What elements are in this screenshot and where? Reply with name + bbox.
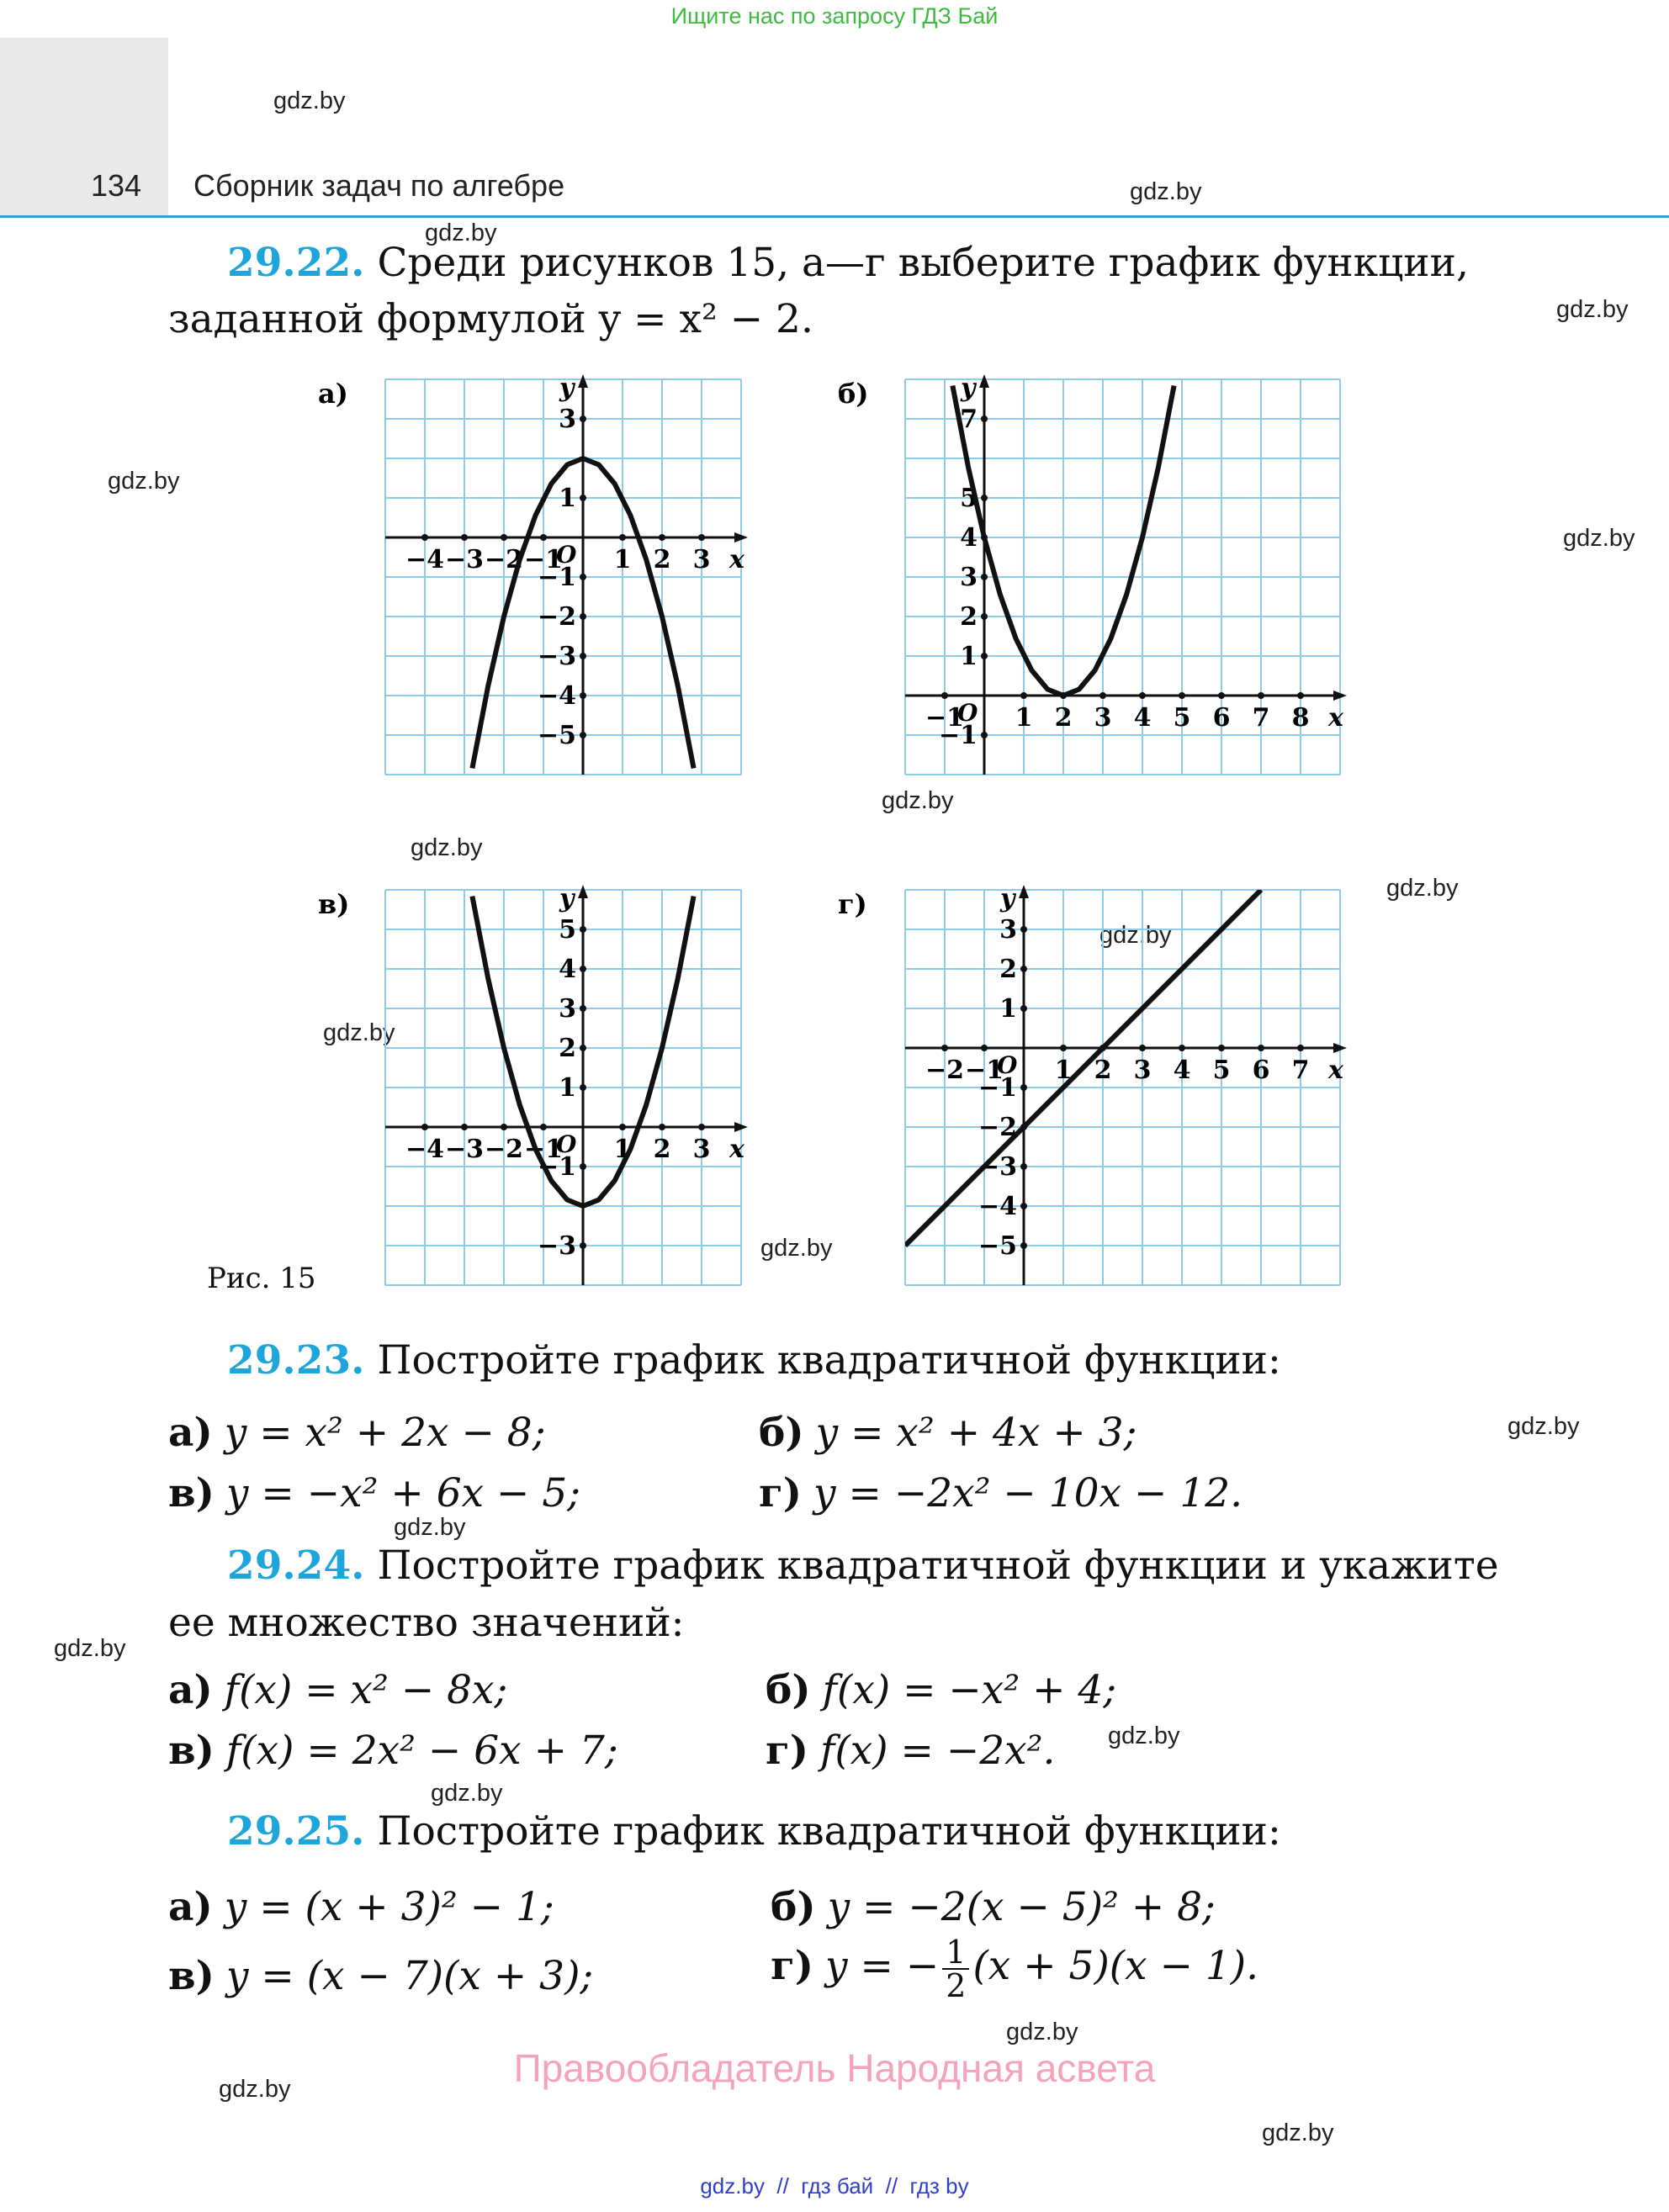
- fraction: [942, 1936, 969, 2002]
- problem-number: 29.23.: [227, 1337, 365, 1384]
- y-tick-label: −3: [978, 1152, 1017, 1182]
- panel-label: в): [318, 888, 350, 920]
- panel-label: г): [838, 888, 867, 920]
- watermark: gdz.by: [323, 1019, 395, 1046]
- tick-dot: [1020, 926, 1027, 933]
- tick-dot: [981, 1045, 988, 1051]
- y-tick-label: 1: [559, 1073, 576, 1103]
- item-29-23-g: [759, 1470, 1242, 1516]
- problem-text: Постройте график квадратичной функции и укажите: [377, 1543, 1499, 1589]
- tick-dot: [1258, 1045, 1264, 1051]
- problem-number: 29.22.: [227, 240, 365, 286]
- tick-dot: [941, 1045, 948, 1051]
- origin-label: O: [997, 1051, 1018, 1079]
- y-axis-label: y: [559, 885, 575, 913]
- tick-dot: [1218, 1045, 1225, 1051]
- tick-dot: [1258, 692, 1264, 699]
- y-tick-label: −2: [537, 602, 576, 632]
- y-axis-label: y: [559, 374, 575, 403]
- fraction-numerator: 1: [942, 1936, 969, 1970]
- x-tick-label: 8: [1291, 703, 1310, 733]
- item-formula: f(x) = 2x² − 6x + 7;: [225, 1728, 618, 1774]
- tick-dot: [1020, 1242, 1027, 1249]
- x-axis-label: x: [729, 1135, 744, 1164]
- y-tick-label: −5: [537, 721, 576, 750]
- y-tick-label: −3: [537, 642, 576, 671]
- tick-dot: [580, 574, 586, 580]
- x-tick-label: 3: [692, 545, 711, 574]
- x-tick-label: −1: [925, 703, 965, 733]
- tick-dot: [580, 415, 586, 422]
- graph-v: [311, 885, 757, 1297]
- y-tick-label: 7: [960, 405, 978, 434]
- watermark: gdz.by: [1563, 525, 1635, 552]
- watermark: gdz.by: [1099, 922, 1172, 949]
- watermark: gdz.by: [219, 2076, 291, 2103]
- x-tick-label: 5: [1212, 1056, 1231, 1085]
- y-tick-label: 3: [559, 994, 576, 1024]
- panel-label: а): [318, 378, 348, 410]
- x-tick-label: 3: [1133, 1056, 1152, 1085]
- tick-dot: [1020, 1163, 1027, 1170]
- item-29-23-v: [168, 1470, 580, 1516]
- tick-dot: [580, 1242, 586, 1249]
- problem-number: 29.25.: [227, 1808, 365, 1855]
- watermark: gdz.by: [882, 787, 954, 814]
- y-axis-arrow: [578, 374, 588, 388]
- graph-b: [831, 374, 1353, 786]
- watermark: gdz.by: [411, 834, 483, 861]
- y-tick-label: 3: [960, 563, 978, 592]
- tick-dot: [619, 534, 626, 541]
- item-label: а): [168, 1410, 213, 1456]
- tick-dot: [1020, 1203, 1027, 1209]
- y-tick-label: 1: [559, 484, 576, 513]
- tick-dot: [580, 1045, 586, 1051]
- item-29-23-a: [168, 1410, 546, 1456]
- problem-29-22-line1: [227, 240, 1469, 286]
- item-label: а): [168, 1884, 213, 1930]
- book-title: Сборник задач по алгебре: [193, 168, 565, 203]
- tick-dot: [659, 1124, 665, 1130]
- item-29-25-g: [771, 1936, 1258, 2002]
- item-29-24-g: [766, 1728, 1055, 1774]
- item-formula: y = −2x² − 10x − 12.: [813, 1470, 1243, 1516]
- panel-label: б): [838, 378, 869, 410]
- x-tick-label: 1: [613, 545, 632, 574]
- graph-v-svg: [311, 885, 757, 1297]
- tick-dot: [580, 966, 586, 972]
- x-tick-label: −4: [405, 545, 445, 574]
- x-tick-label: 1: [1015, 703, 1033, 733]
- tick-dot: [580, 1084, 586, 1091]
- y-tick-label: 4: [559, 955, 576, 984]
- watermark: gdz.by: [1130, 178, 1202, 205]
- x-tick-label: 2: [653, 1135, 671, 1164]
- x-tick-label: 2: [653, 545, 671, 574]
- item-label: в): [168, 1470, 215, 1516]
- x-tick-label: 1: [613, 1135, 632, 1164]
- watermark: gdz.by: [1108, 1723, 1180, 1749]
- item-label: г): [759, 1470, 803, 1516]
- tick-dot: [1179, 692, 1185, 699]
- item-formula: y = x² + 4x + 3;: [815, 1410, 1137, 1456]
- item-label: в): [168, 1728, 215, 1774]
- graph-b-svg: [831, 374, 1353, 786]
- watermark: gdz.by: [1556, 296, 1629, 323]
- problem-text: Постройте график квадратичной функции:: [377, 1337, 1281, 1384]
- tick-dot: [580, 653, 586, 659]
- origin-label: O: [957, 699, 978, 727]
- y-tick-label: −1: [978, 1073, 1017, 1103]
- x-tick-label: −1: [964, 1056, 1004, 1085]
- tick-dot: [580, 926, 586, 933]
- page-number: 134: [91, 168, 142, 203]
- y-tick-label: 3: [999, 915, 1017, 945]
- item-formula: f(x) = −2x².: [820, 1728, 1056, 1774]
- item-label: в): [168, 1953, 215, 1999]
- item-formula: y = −2(x − 5)² + 8;: [827, 1884, 1216, 1930]
- item-label: г): [766, 1728, 809, 1774]
- watermark: gdz.by: [431, 1780, 503, 1807]
- y-tick-label: −2: [978, 1113, 1017, 1142]
- item-29-25-b: [771, 1884, 1216, 1930]
- problem-29-22-line2: заданной формулой y = x² − 2.: [168, 296, 813, 342]
- item-formula: y = (x + 3)² − 1;: [224, 1884, 554, 1930]
- x-tick-label: 2: [1054, 703, 1073, 733]
- header-rule: [0, 215, 1669, 218]
- graph-a: [311, 374, 757, 786]
- tick-dot: [1297, 692, 1304, 699]
- y-axis-label: y: [1000, 885, 1015, 913]
- x-axis-label: x: [1328, 703, 1343, 733]
- x-tick-label: 3: [1094, 703, 1112, 733]
- x-tick-label: −2: [925, 1056, 965, 1085]
- y-tick-label: 3: [559, 405, 576, 434]
- tick-dot: [540, 1124, 547, 1130]
- tick-dot: [981, 653, 988, 659]
- footer-links[interactable]: gdz.by // гдз бай // гдз by: [700, 2173, 969, 2199]
- x-tick-label: 4: [1173, 1056, 1191, 1085]
- x-tick-label: −1: [523, 1135, 564, 1164]
- y-tick-label: −5: [978, 1231, 1017, 1261]
- y-tick-label: −1: [537, 1152, 576, 1182]
- tick-dot: [659, 534, 665, 541]
- tick-dot: [698, 1124, 705, 1130]
- tick-dot: [501, 1124, 507, 1130]
- watermark: gdz.by: [108, 468, 180, 495]
- tick-dot: [580, 692, 586, 699]
- problem-29-23-title: [227, 1337, 1281, 1384]
- y-tick-label: 2: [960, 602, 978, 632]
- y-tick-label: −4: [978, 1192, 1017, 1221]
- y-tick-label: −1: [537, 563, 576, 592]
- tick-dot: [981, 495, 988, 501]
- item-label: б): [759, 1410, 804, 1456]
- tick-dot: [1179, 1045, 1185, 1051]
- x-tick-label: 7: [1252, 703, 1270, 733]
- tick-dot: [981, 613, 988, 620]
- y-tick-label: −4: [537, 681, 576, 711]
- item-label: г): [771, 1943, 814, 1989]
- y-axis-arrow: [1019, 885, 1029, 898]
- tick-dot: [698, 534, 705, 541]
- watermark: gdz.by: [394, 1514, 466, 1541]
- x-axis-label: x: [1328, 1056, 1343, 1085]
- tick-dot: [1139, 1045, 1146, 1051]
- x-tick-label: 3: [692, 1135, 711, 1164]
- problem-text: Среди рисунков 15, а—г выберите график функции,: [377, 240, 1469, 286]
- tick-dot: [1297, 1045, 1304, 1051]
- item-label: а): [168, 1667, 213, 1713]
- item-formula: y = (x − 7)(x + 3);: [225, 1953, 594, 1999]
- tick-dot: [580, 495, 586, 501]
- y-axis-label: y: [961, 374, 976, 403]
- tick-dot: [580, 613, 586, 620]
- y-tick-label: 4: [960, 523, 978, 553]
- problem-number: 29.24.: [227, 1543, 365, 1589]
- item-29-25-v: [168, 1953, 593, 1999]
- tick-dot: [1139, 692, 1146, 699]
- tick-dot: [941, 692, 948, 699]
- watermark: gdz.by: [1262, 2119, 1334, 2146]
- item-label: б): [771, 1884, 816, 1930]
- tick-dot: [580, 1163, 586, 1170]
- item-formula: y = x² + 2x − 8;: [224, 1410, 546, 1456]
- y-tick-label: −3: [537, 1231, 576, 1261]
- fraction-denominator: 2: [946, 1967, 967, 2004]
- item-label: б): [766, 1667, 811, 1713]
- x-tick-label: 1: [1054, 1056, 1073, 1085]
- watermark: gdz.by: [760, 1235, 833, 1262]
- problem-29-24-line1: [227, 1543, 1499, 1589]
- tick-dot: [1060, 1045, 1067, 1051]
- tick-dot: [421, 1124, 428, 1130]
- x-axis-label: x: [729, 545, 744, 574]
- origin-label: O: [556, 1130, 577, 1158]
- y-tick-label: −1: [938, 721, 978, 750]
- watermark: gdz.by: [54, 1635, 126, 1662]
- item-formula: f(x) = x² − 8x;: [224, 1667, 508, 1713]
- item-formula: y = −x² + 6x − 5;: [225, 1470, 581, 1516]
- graph-a-svg: [311, 374, 757, 786]
- tick-dot: [461, 1124, 468, 1130]
- item-29-24-a: [168, 1667, 507, 1713]
- problem-29-25-title: [227, 1808, 1281, 1855]
- tick-dot: [981, 732, 988, 738]
- tick-dot: [1020, 692, 1027, 699]
- x-tick-label: 6: [1252, 1056, 1270, 1085]
- x-tick-label: 4: [1133, 703, 1152, 733]
- tick-dot: [619, 1124, 626, 1130]
- tick-dot: [1218, 692, 1225, 699]
- tick-dot: [1020, 1005, 1027, 1012]
- item-formula: f(x) = −x² + 4;: [822, 1667, 1117, 1713]
- x-tick-label: 5: [1173, 703, 1191, 733]
- y-tick-label: 2: [559, 1034, 576, 1063]
- x-tick-label: −2: [484, 1135, 524, 1164]
- graph-g-svg: [831, 885, 1353, 1297]
- watermark: gdz.by: [273, 87, 346, 114]
- item-29-24-v: [168, 1728, 618, 1774]
- y-tick-label: 1: [999, 994, 1017, 1024]
- problem-29-24-line2: ее множество значений:: [168, 1600, 685, 1646]
- y-axis-arrow: [578, 885, 588, 898]
- watermark: gdz.by: [425, 220, 497, 246]
- y-tick-label: 5: [960, 484, 978, 513]
- graph-g: [831, 885, 1353, 1297]
- tick-dot: [981, 574, 988, 580]
- tick-dot: [540, 534, 547, 541]
- tick-dot: [580, 732, 586, 738]
- origin-label: O: [556, 541, 577, 569]
- item-29-23-b: [759, 1410, 1137, 1456]
- x-tick-label: −1: [523, 545, 564, 574]
- tick-dot: [1099, 692, 1106, 699]
- item-formula-pre: y = −: [825, 1943, 940, 1989]
- x-tick-label: 2: [1094, 1056, 1112, 1085]
- y-axis-arrow: [979, 374, 989, 388]
- x-tick-label: −4: [405, 1135, 445, 1164]
- item-29-25-a: [168, 1884, 554, 1930]
- tick-dot: [421, 534, 428, 541]
- y-tick-label: 5: [559, 915, 576, 945]
- tick-dot: [1020, 966, 1027, 972]
- problem-text: Постройте график квадратичной функции:: [377, 1808, 1281, 1855]
- y-tick-label: 2: [999, 955, 1017, 984]
- watermark: gdz.by: [1507, 1413, 1580, 1440]
- tick-dot: [981, 415, 988, 422]
- copyright-notice: Правообладатель Народная асвета: [513, 2046, 1156, 2090]
- x-tick-label: 7: [1291, 1056, 1310, 1085]
- tick-dot: [1020, 1084, 1027, 1091]
- item-29-24-b: [766, 1667, 1116, 1713]
- watermark: gdz.by: [1006, 2019, 1078, 2045]
- top-banner[interactable]: Ищите нас по запросу ГДЗ Бай: [670, 3, 999, 29]
- x-tick-label: −3: [444, 1135, 485, 1164]
- x-tick-label: 6: [1212, 703, 1231, 733]
- x-tick-label: −2: [484, 545, 524, 574]
- x-tick-label: −3: [444, 545, 485, 574]
- tick-dot: [580, 1005, 586, 1012]
- page-tab: [0, 38, 168, 216]
- tick-dot: [501, 534, 507, 541]
- item-formula-post: (x + 5)(x − 1).: [972, 1943, 1259, 1989]
- y-tick-label: 1: [960, 642, 978, 671]
- tick-dot: [461, 534, 468, 541]
- watermark: gdz.by: [1386, 875, 1459, 902]
- figure-caption: Рис. 15: [207, 1262, 316, 1295]
